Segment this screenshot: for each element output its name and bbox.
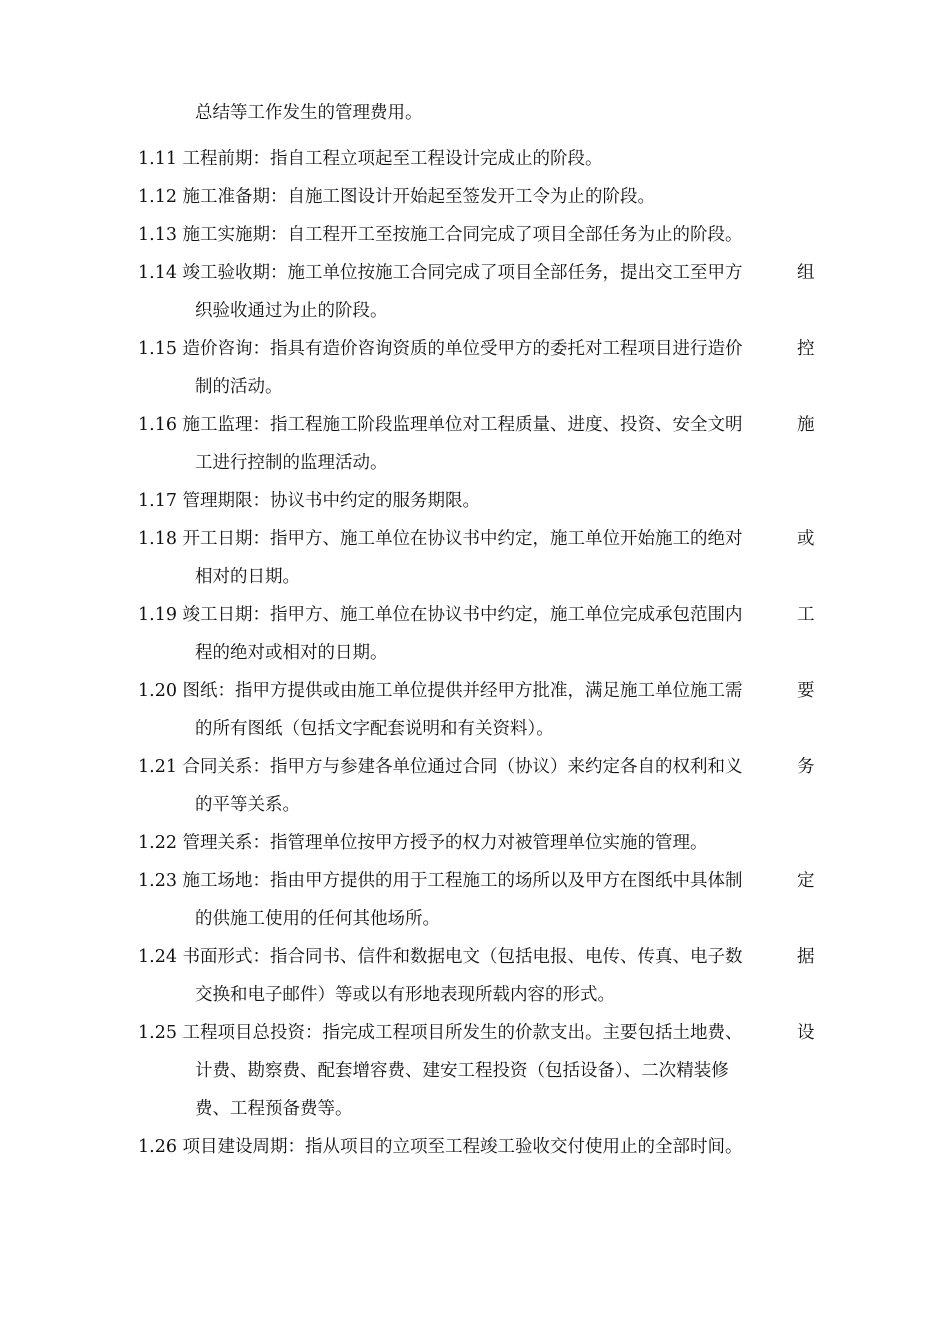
text-line xyxy=(195,451,388,475)
text-line xyxy=(138,527,743,551)
line-text: 1.15 造价咨询：指具有造价咨询资质的单位受甲方的委托对工程项目进行造价 xyxy=(138,339,743,359)
text-line xyxy=(138,413,743,437)
line-tail-char: 工 xyxy=(797,605,815,625)
line-tail-char: 控 xyxy=(797,339,815,359)
line-tail-char: 设 xyxy=(797,1023,815,1043)
line-text: 1.16 施工监理：指工程施工阶段监理单位对工程质量、进度、投资、安全文明 xyxy=(138,415,743,435)
text-line xyxy=(138,1135,743,1159)
line-text: 1.11 工程前期：指自工程立项起至工程设计完成止的阶段。 xyxy=(138,149,603,169)
text-line xyxy=(138,603,743,627)
line-text: 计费、勘察费、配套增容费、建安工程投资（包括设备）、二次精装修 xyxy=(195,1061,729,1081)
line-text: 1.22 管理关系：指管理单位按甲方授予的权力对被管理单位实施的管理。 xyxy=(138,833,708,853)
line-text: 织验收通过为止的阶段。 xyxy=(195,301,388,321)
line-text: 费、工程预备费等。 xyxy=(195,1099,353,1119)
line-text: 的所有图纸（包括文字配套说明和有关资料）。 xyxy=(195,719,554,739)
text-line xyxy=(138,337,743,361)
text-line xyxy=(138,185,655,209)
text-line xyxy=(195,1059,729,1083)
line-tail-char: 务 xyxy=(797,757,815,777)
line-text: 相对的日期。 xyxy=(195,567,300,587)
line-text: 1.14 竣工验收期：施工单位按施工合同完成了项目全部任务，提出交工至甲方 xyxy=(138,263,743,283)
line-text: 1.19 竣工日期：指甲方、施工单位在协议书中约定，施工单位完成承包范围内 xyxy=(138,605,743,625)
text-line xyxy=(138,223,743,247)
text-line xyxy=(138,869,743,893)
text-line xyxy=(195,565,300,589)
line-text: 1.13 施工实施期：自工程开工至按施工合同完成了项目全部任务为止的阶段。 xyxy=(138,225,743,245)
text-line xyxy=(195,101,423,125)
line-tail-char: 据 xyxy=(797,947,815,967)
line-text: 的平等关系。 xyxy=(195,795,300,815)
text-line xyxy=(195,983,615,1007)
text-line xyxy=(138,1021,743,1045)
line-tail-char: 组 xyxy=(797,263,815,283)
line-text: 1.20 图纸：指甲方提供或由施工单位提供并经甲方批准，满足施工单位施工需 xyxy=(138,681,743,701)
text-line xyxy=(195,907,440,931)
text-line xyxy=(138,147,603,171)
text-line xyxy=(195,793,300,817)
text-line xyxy=(138,755,743,779)
line-text: 工进行控制的监理活动。 xyxy=(195,453,388,473)
line-text: 1.24 书面形式：指合同书、信件和数据电文（包括电报、电传、传真、电子数 xyxy=(138,947,743,967)
text-line xyxy=(138,831,708,855)
line-text: 1.21 合同关系：指甲方与参建各单位通过合同（协议）来约定各自的权利和义 xyxy=(138,757,743,777)
text-line xyxy=(195,1097,353,1121)
text-line xyxy=(138,489,480,513)
text-line xyxy=(195,375,283,399)
line-text: 1.26 项目建设周期：指从项目的立项至工程竣工验收交付使用止的全部时间。 xyxy=(138,1137,743,1157)
line-tail-char: 或 xyxy=(797,529,815,549)
text-line xyxy=(195,641,388,665)
line-text: 程的绝对或相对的日期。 xyxy=(195,643,388,663)
line-text: 1.12 施工准备期：自施工图设计开始起至签发开工令为止的阶段。 xyxy=(138,187,656,207)
text-line xyxy=(138,261,743,285)
line-text: 1.23 施工场地：指由甲方提供的用于工程施工的场所以及甲方在图纸中具体制 xyxy=(138,871,743,891)
text-line xyxy=(195,299,388,323)
line-text: 制的活动。 xyxy=(195,377,283,397)
line-tail-char: 要 xyxy=(797,681,815,701)
line-tail-char: 施 xyxy=(797,415,815,435)
line-text: 交换和电子邮件）等或以有形地表现所载内容的形式。 xyxy=(195,985,615,1005)
text-line xyxy=(195,717,554,741)
line-text: 1.18 开工日期：指甲方、施工单位在协议书中约定，施工单位开始施工的绝对 xyxy=(138,529,743,549)
line-text: 总结等工作发生的管理费用。 xyxy=(195,103,423,123)
line-tail-char: 定 xyxy=(797,871,815,891)
line-text: 的供施工使用的任何其他场所。 xyxy=(195,909,440,929)
line-text: 1.17 管理期限：协议书中约定的服务期限。 xyxy=(138,491,481,511)
text-line xyxy=(138,945,743,969)
text-line xyxy=(138,679,743,703)
line-text: 1.25 工程项目总投资：指完成工程项目所发生的价款支出。主要包括土地费、 xyxy=(138,1023,743,1043)
